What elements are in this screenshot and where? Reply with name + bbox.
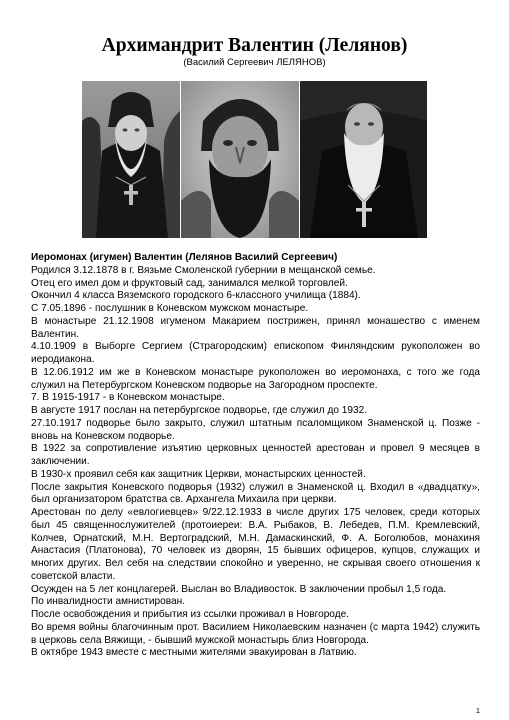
portrait-photo-2	[181, 81, 299, 238]
biography-paragraph: В октябре 1943 вместе с местными жителями эвакуирован в Латвию.	[31, 647, 357, 659]
biography-paragraph: В августе 1917 послан на петербургское подворье, где служил до 1932.	[31, 405, 368, 416]
biography-paragraph: Осужден на 5 лет концлагерей. Выслан во Владивосток. В заключении пробыл 1,5 года.	[31, 583, 447, 595]
page-title: Архимандрит Валентин (Лелянов)	[101, 35, 408, 56]
biography-paragraph: Окончил 4 класса Вяземского городского 6-классного училища (1884).	[31, 290, 361, 302]
biography-paragraph: По инвалидности амнистирован.	[31, 596, 186, 608]
biography-paragraph: С 7.05.1896 - послушник в Коневском мужском монастыре.	[31, 303, 309, 314]
biography-paragraph: Отец его имел дом и фруктовый сад, занимался мелкой торговлей.	[31, 277, 348, 289]
portrait-photo-3	[300, 81, 427, 238]
portrait-photo-hooded-monk	[82, 81, 180, 238]
biography-paragraph: Родился 3.12.1878 в г. Вязьме Смоленской губернии в мещанской семье.	[31, 264, 376, 276]
biography-paragraph: В 12.06.1912 им же в Коневском монастыре рукоположен во иеромонаха, с того же года служил на Петербургском Коневском подворье на Загородном проспекте.	[31, 366, 480, 391]
biography-paragraph: 27.10.1917 подворье было закрыто, служил штатным псаломщиком Знаменской ц. Позже - вновь на Коневском подворье.	[31, 417, 480, 442]
biography-paragraph: В 1930-х проявил себя как защитник Церкви, монастырских ценностей.	[31, 468, 366, 480]
biography-paragraph: Во время войны благочинным прот. Василием Николаевским назначен (с марта 1942) служить в церковь села Вяжищи, - бывший мужской монастырь близ Новгорода.	[31, 621, 480, 646]
portrait-photo-elder-with-cross	[300, 81, 427, 238]
biography-text	[31, 252, 480, 660]
biography-paragraph: В монастыре 21.12.1908 игуменом Макарием пострижен, принял монашество с именем Валентин.	[31, 315, 480, 340]
page-number: 1	[475, 706, 480, 715]
portrait-photo-bearded-face	[181, 81, 299, 238]
biography-paragraph: 4.10.1909 в Выборге Сергием (Страгородским) епископом Финляндским рукоположен во иеродиакона.	[31, 341, 480, 365]
biography-paragraph: После освобождения и прибытия из ссылки проживал в Новгороде.	[31, 609, 350, 620]
biography-heading: Иеромонах (игумен) Валентин (Лелянов Василий Сергеевич)	[31, 252, 338, 263]
page-subtitle: (Василий Сергеевич ЛЕЛЯНОВ)	[183, 57, 326, 68]
biography-paragraph: После закрытия Коневского подворья (1932) служил в Знаменской ц. Входил в «двадцатку», был организатором братства св. Архангела Михаила при церкви.	[31, 481, 480, 506]
biography-paragraph: В 1922 за сопротивление изъятию церковных ценностей арестован и провел 9 месяцев в заключении.	[31, 443, 480, 467]
biography-paragraph: 7. В 1915-1917 - в Коневском монастыре.	[31, 392, 225, 404]
biography-paragraph: Арестован по делу «евлогиевцев» 9/22.12.1933 в числе других 175 человек, среди которых был 45 священнослужителей (протоиереи: В.А. Рыбаков, В. Лебедев, П.М. Кремлевский, Колчев, Орнатский, М.Н. Вертоградский, М.Н. Дамаскинский, Ф. А. Боголюбов, монахиня Анастасия (Платонова), 70 человек из дворян, 15 бывших офицеров, купцов, служащих и многих других. Вел себя на следствии спокойно и уверенно, не скрывая своего отношения к советской власти.	[31, 507, 480, 582]
portrait-photo-1	[82, 81, 180, 238]
